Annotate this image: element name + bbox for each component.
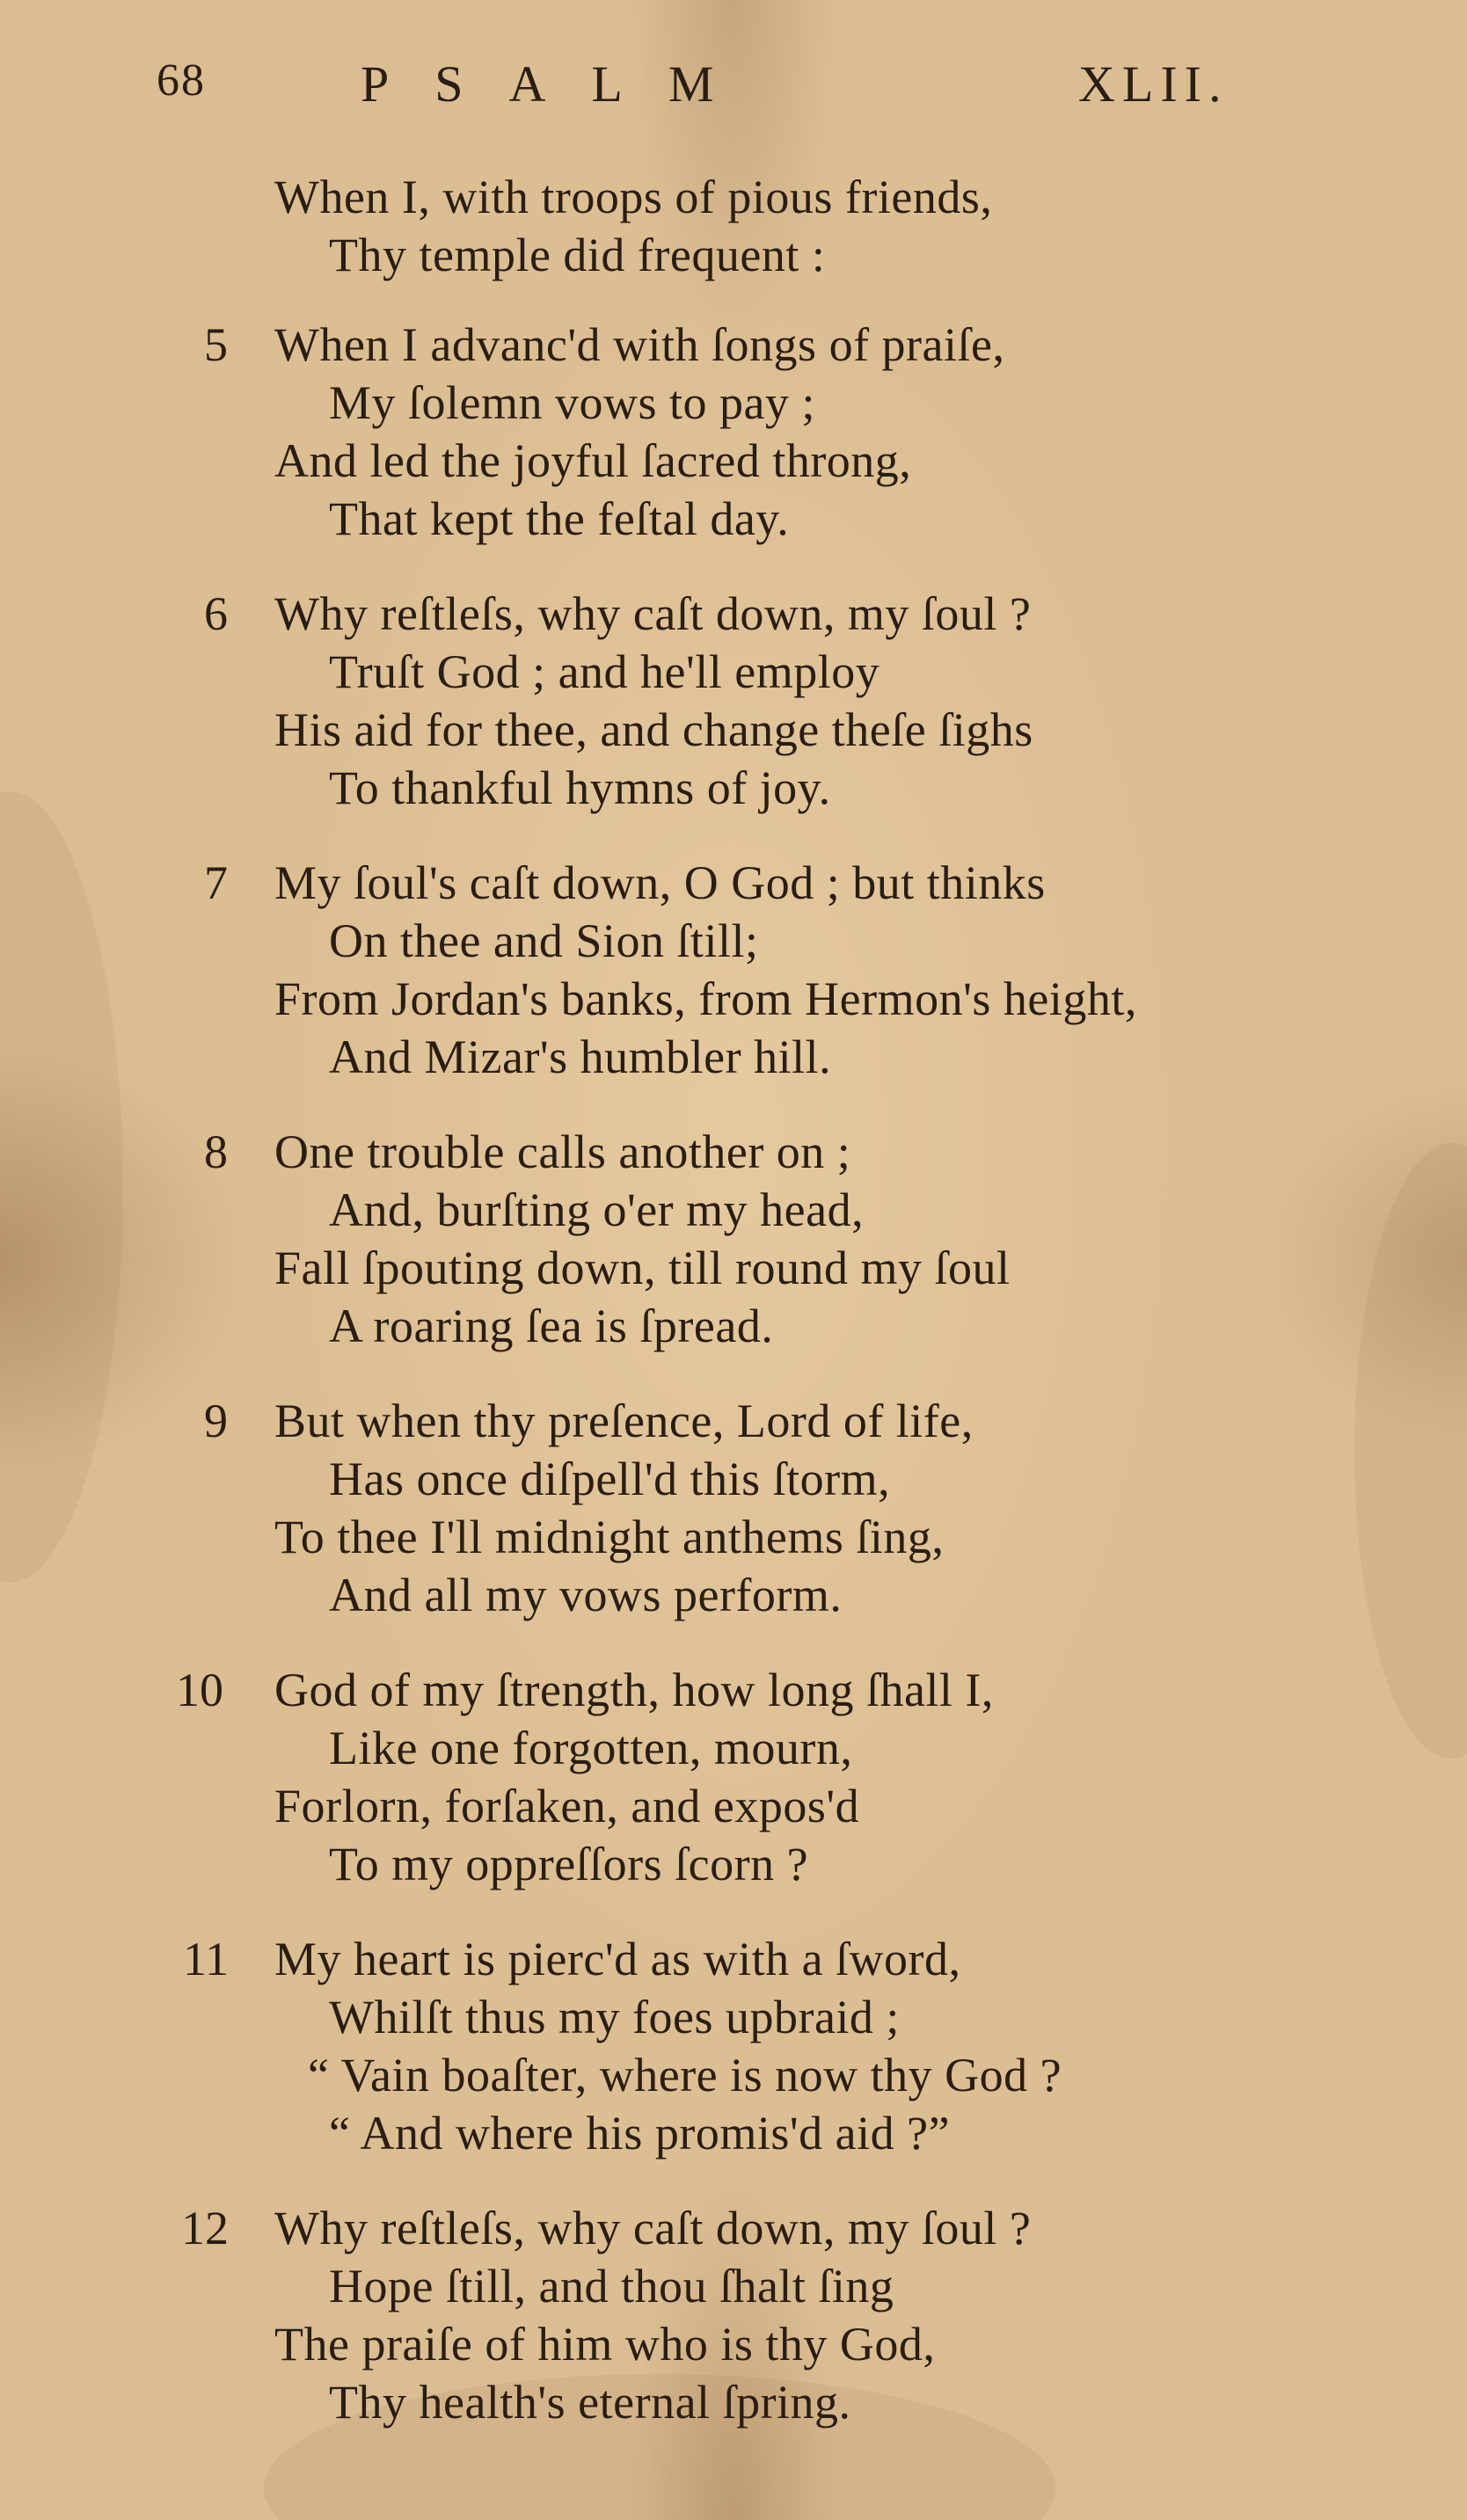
verse-line: Like one forgotten, mourn, (329, 1722, 853, 1774)
verse-number: 10 (176, 1664, 223, 1716)
verse-line: When I advanc'd with ſongs of praiſe, (274, 318, 1005, 371)
verse-number: 6 (204, 587, 228, 640)
verse-line: My heart is pierc'd as with a ſword, (274, 1933, 961, 1985)
verse-number: 5 (204, 318, 228, 371)
verse-line: Fall ſpouting down, till round my ſoul (274, 1242, 1011, 1294)
verse-number: 11 (183, 1933, 229, 1985)
page-number: 68 (157, 55, 206, 106)
verse-number: 9 (204, 1395, 228, 1447)
verse-line: And led the joyful ſacred throng, (274, 434, 912, 487)
psalm-number: XLII. (1078, 55, 1229, 113)
verse-line: That kept the feſtal day. (329, 492, 790, 545)
page-stain (1354, 1143, 1467, 1759)
verse-number: 12 (181, 2202, 229, 2254)
verse-number: 8 (204, 1125, 228, 1178)
verse-line: Has once diſpell'd this ſtorm, (329, 1453, 891, 1505)
verse-line: Thy health's eternal ſpring. (329, 2376, 851, 2429)
verse-line: Why reſtleſs, why caſt down, my ſoul ? (274, 587, 1032, 640)
verse-line: The praiſe of him who is thy God, (274, 2318, 936, 2371)
page-stain (0, 791, 123, 1583)
verse-line: From Jordan's banks, from Hermon's height, (274, 972, 1137, 1025)
verse-line: One trouble calls another on ; (274, 1125, 851, 1178)
verse-line: And Mizar's humbler hill. (329, 1031, 832, 1083)
verse-line: My ſolemn vows to pay ; (329, 376, 815, 429)
verse-line: “ And where his promis'd aid ?” (329, 2107, 951, 2159)
verse-line: God of my ſtrength, how long ſhall I, (274, 1664, 994, 1716)
verse-line: To thee I'll midnight anthems ſing, (274, 1511, 945, 1563)
verse-line: And all my vows perform. (329, 1569, 843, 1621)
verse-line: To thankful hymns of joy. (329, 761, 831, 814)
verse-line: “ Vain boaſter, where is now thy God ? (308, 2049, 1062, 2101)
verse-line: His aid for thee, and change theſe ſighs (274, 703, 1033, 756)
verse-line: And, burſting o'er my head, (329, 1184, 865, 1236)
verse-line: Whilſt thus my foes upbraid ; (329, 1991, 900, 2043)
running-header (157, 55, 1265, 134)
verse-line: Hope ſtill, and thou ſhalt ſing (329, 2260, 894, 2312)
verse-number: 7 (204, 856, 228, 909)
running-title: PSALM (361, 55, 760, 113)
verse-line: To my oppreſſors ſcorn ? (329, 1838, 809, 1890)
verse-line: Truſt God ; and he'll employ (329, 645, 880, 698)
verse-line: Why reſtleſs, why caſt down, my ſoul ? (274, 2202, 1032, 2254)
verse-line: My ſoul's caſt down, O God ; but thinks (274, 856, 1046, 909)
verse-line: When I, with troops of pious friends, (274, 171, 993, 223)
verse-line: Thy temple did frequent : (329, 229, 826, 281)
verse-line: Forlorn, forſaken, and expos'd (274, 1780, 860, 1832)
verse-line: But when thy preſence, Lord of life, (274, 1395, 974, 1447)
verse-line: A roaring ſea is ſpread. (329, 1300, 774, 1352)
verse-line: On thee and Sion ſtill; (329, 914, 759, 967)
